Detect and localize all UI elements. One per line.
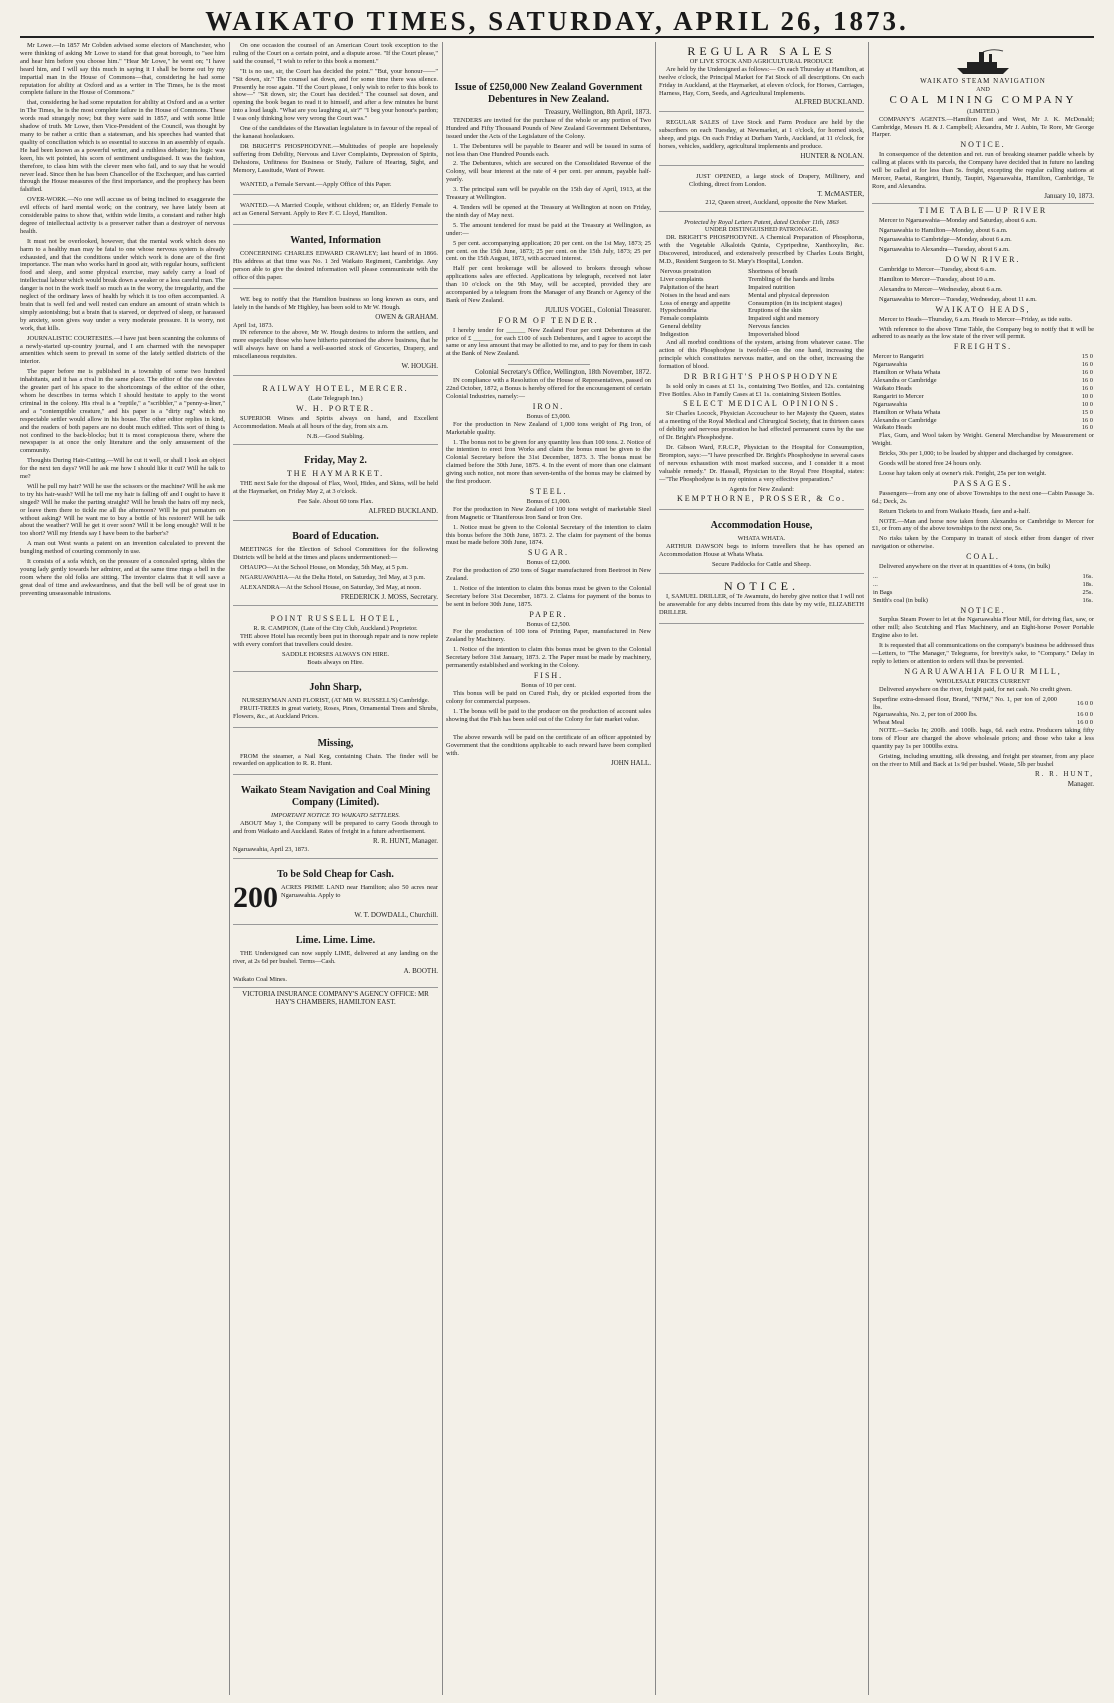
article-hair-cutting: Thoughts During Hair-Cutting.—Will he cut it well, or shall I look an object for the next ten days? Will he ask me how I should like it cut? Will he talk to me?: [20, 457, 225, 481]
bonus-fish: FISH.: [533, 671, 564, 680]
company-limited: (LIMITED.): [966, 107, 1000, 115]
ad-haymarket: Friday, May 2. THE HAYMARKET. THE next Sale for the disposal of Flax, Wool, Hides, and Skins, will be held at the Haymarket, on Friday May 2, at 3 o'clock. Fee Sale. About 60 tons Flax. ALFRED BUCKLAND.: [233, 448, 438, 521]
freight-rate: 16 0: [1081, 377, 1093, 384]
symptom-cell: Palpitation of the heart: [660, 283, 719, 291]
freight-row: [872, 369, 1094, 377]
masthead: [20, 6, 1094, 38]
freights-table: [872, 353, 1094, 432]
column-3: Issue of £250,000 New Zealand Government Debentures in New Zealand. Treasury, Wellington, 8th April, 1873. TENDERS are invited for the purchase of the whole or any portion of Two Hundred and Fifty Thousand Pounds of New Zealand Government Debentures, issued under the Acts of the Legislature of the Colony. 1. The Debentures will be payable to Bearer and will be issued in sums of not less than One Hundred Pounds each. 2. The Debentures, which are secured on the Consolidated Revenue of the Colony, will bear interest at the rate of 4 per cent. per annum, payable half-yearly. 3. The principal sum will be payable on the 15th day of April, 1913, at the Treasury at Wellington. 4. Tenders will be opened at the Treasury at Wellington at noon on Friday, the ninth day of May next. 5. The amount tendered for must be paid at the Treasury at Wellington, as under:— 5 per cent. accompanying application; 20 per cent. on the 1st May, 1873; 25 per cent. on the 15th June, 1873; 25 per cent. on the 15th July, 1873; 25 per cent. on the 15th August, 1873, with accrued interest. Half per cent brokerage will be allowed to brokers through whose applications sales are effected. Applications by telegraph, received not later than 10 o'clock on the 9th May, will be accepted, provided they are accompanied by a telegram from the Manager of any Branch or Agency of the Bank of New Zealand. JULIUS VOGEL, Colonial Treasurer. FORM OF TENDER. I hereby tender for ______ New Zealand Four per cent Debentures at the price of £ ______ for each £100 of such Debentures, and I agree to accept the same or any less amount that may be allotted to me, and to pay for them in cash at the Bank of New Zealand. Colonial Secretary's Office, Wellington, 18th November, 1872. IN compliance with a Resolution of the House of Representatives, passed on 22nd October, 1872, a Bonus is hereby offered for the encouragement of certain Colonial Industries, namely:— IRON. Bonus of £3,000. For the production in New Zealand of 1,000 tons weight of Pig Iron, of Marketable quality. 1. The bonus not to be given for any quantity less than 100 tons. 2. Notice of the intention to erect Iron Works and claim the bonus must be given to the Colonial Secretary before the 31st December, 1873. 3. The bonus must be claimed before the 30th June, 1875. 4. In the event of more than one claimant giving such notice, not more than seven-tenths of the bonus may be claimed by the first producer. STEEL. Bonus of £1,000. For the production in New Zealand of 100 tons weight of marketable Steel from Magnetic or Titaniferous Iron Sand or Iron Ore. 1. Notice must be given to the Colonial Secretary of the intention to claim this bonus before the 30th June, 1873. 2. The claim for payment of the bonus must be made before 30th June, 1874. SUGAR. Bonus of £2,000. For the production of 250 tons of Sugar manufactured from Beetroot in New Zealand. 1. Notice of the intention to claim this bonus must be given to the Colonial Secretary before 31st December, 1873. 2. Claims for payment of the bonus to be sent in before 30th June, 1875. PAPER. Bonus of £2,500. For the production of 100 tons of Printing Paper, manufactured in New Zealand by Machinery. 1. Notice of the intention to claim this bonus must be given to the Colonial Secretary before 31st January, 1873. 2. The Paper must be made by machinery, permanently established and working in the Colony. FISH. Bonus of 10 per cent. This bonus will be paid on Cured Fish, dry or pickled exported from the colony for commercial purposes. 1. The bonus will be paid to the producer on the production of account sales showing that the Fish has been sold out of the Colony for fair market value. The above rewards will be paid on the certificate of an officer appointed by Government that the conditions applicable to each reward have been complied with. JOHN HALL.: [446, 82, 651, 768]
freights-heading: FREIGHTS.: [953, 342, 1013, 352]
risk-note: No risks taken by the Company in transit of stock either from danger of river navigation or otherwise.: [872, 535, 1094, 551]
notice-2-body: Surplus Steam Power to let at the Ngaruawahia Flour Mill, for driving flax, saw, or other mill; also Scutching and Flax Machinery, and an Eight-horse Power Portable Engine also to let.: [872, 616, 1094, 640]
freight-route: Ngaruawahia: [873, 400, 908, 408]
notice-heading: NOTICE.: [960, 140, 1006, 150]
timetable-entry: Mercer to Ngaruawahia—Monday and Saturday, about 6 a.m.: [879, 216, 1037, 224]
column-rule: [655, 42, 656, 1695]
ad-land-sale: To be Sold Cheap for Cash. 200 ACRES PRIME LAND near Hamilton; also 50 acres near Ngaruawahia. Apply to W. T. DOWDALL, Churchill.: [233, 862, 438, 925]
flour-price: 16 0 0: [1077, 711, 1093, 719]
freight-route: Waikato Heads: [873, 424, 912, 432]
flour-price-table: [872, 696, 1094, 728]
symptom-cell: Indigestion: [660, 331, 689, 339]
waikato-heads-heading: WAIKATO HEADS,: [935, 304, 1031, 314]
symptom-table: [659, 268, 864, 339]
article-hair-cutting-cont: Will he pull my hair? Will he use the scissors or the machine? Will he ask me to try his hair-wash? Will he tell me my hair is falling off and I ought to have it singed? Will he make the parting straight? Will he brush the hairs off my neck, or leave them there to tickle me all the afternoon? Will he put pomatum on without asking? Will he want me to buy a bottle of his restorer? Will he talk about the weather? Will he get it over soon? Will it be long enough? Will it be too short? Will my friends say I have been to the barber's?: [20, 482, 225, 538]
article-journalistic-cont: The paper before me is published in a township of some two hundred inhabitants, and it has a rival in the same place. The editor of the one devotes the greater part of his space to the shortcomings of the editor of the other, whom he describes in terms which I should hesitate to apply to the worst criminal in the colony. His rival is a "reptile," a "scribbler," a "penny-a-liner," and a "contemptible creature," and his paper is a "dirty rag" which no respectable settler would allow in his house. The other editor replies in kind, and the readers of both papers are no doubt much edified. This sort of thing is not confined to the back-blocks; but it is most conspicuous there, where the newspaper is at once the only literature and the only amusement of the community.: [20, 368, 225, 455]
article-court: On one occasion the counsel of an American Court took exception to the ruling of the Court on a certain point, and a dispute arose. "If the Court please," said the counsel, "I wish to refer to this book a moment.": [233, 42, 438, 65]
timetable-entry: Ngaruawahia to Mercer—Tuesday, Wednesday, about 11 a.m.: [879, 295, 1037, 303]
timetable-entry: Ngaruawahia to Cambridge—Monday, about 6 a.m.: [879, 236, 1012, 244]
symptom-cell: Impaired nutrition: [748, 283, 795, 291]
bonus-paper: PAPER.: [529, 609, 568, 619]
symptom-cell: Noises in the head and ears: [660, 291, 730, 299]
symptom-cell: Impaired sight and memory: [748, 315, 819, 323]
freight-rate: 16 0: [1081, 369, 1093, 377]
article-mr-lowe-cont: that, considering he had some reputation for ability at Oxford and as a writer in The Times, he is the most complete failure in the House of Commons. These words read strangely now; but they were said in 1857, and with some little shadow of truth. Mr Lowe, then Vice-President of the Council, was thought by many to be rather a critic than a statesman, and his speeches had wanted that quality of conciliation which is so essential to success in an assembly of equals. He had been known as a powerful writer, and a ruthless debater; his logic was keen, his wit pointed, his scorn of sentiment undisguised. It was the fashion, therefore, to class him with the clever men who fail, and to say that he would never lead. Since then he has been Chancellor of the Exchequer, and has carried through the House measures of the first importance, and the prophecy has been falsified.: [20, 99, 225, 194]
freights-note: Flax, Gum, and Wool taken by Weight. General Merchandise by Measurement or Weight.: [872, 432, 1094, 448]
notice-date: January 10, 1873.: [1044, 191, 1094, 200]
symptom-row: [659, 323, 864, 331]
coal-body: Delivered anywhere on the river at in quantities of 4 tons, (in bulk): [879, 563, 1051, 571]
ad-heading: Wanted, Information: [290, 235, 381, 247]
coal-table: [872, 573, 1094, 605]
column-2: [233, 42, 438, 1695]
timetable-entry: Alexandra to Mercer—Wednesday, about 6 a.m.: [879, 285, 1003, 293]
freight-row: [872, 377, 1094, 385]
symptom-cell: Nervous fancies: [748, 323, 790, 331]
timetable-entry: Hamilton to Mercer—Tuesday, about 10 a.m.: [879, 276, 996, 284]
bonus-steel: STEEL.: [529, 486, 568, 496]
timetable-entry: Ngaruawahia to Hamilton—Monday, about 6 a.m.: [879, 226, 1008, 234]
notice-3-body: It is requested that all communications on the company's business be addressed thus—Letters, to "The Manager," Telegrams, for brevity's sake, to "Company." Delay in reply to letters or attention to orders will thus be prevented.: [872, 642, 1094, 665]
ad-notice-driller: NOTICE. I, SAMUEL DRILLER, of Te Awamutu, do hereby give notice that I will not be answerable for any debts incurred from this date by my wife, ELIZABETH DRILLER.: [659, 577, 864, 624]
freight-rate: 16 0: [1081, 424, 1093, 432]
company-name-2: COAL MINING COMPANY: [889, 93, 1077, 106]
freight-route: Hamilton or Whata Whata: [873, 408, 941, 416]
symptom-row: [659, 331, 864, 339]
ad-board-of-education: Board of Education. MEETINGS for the Election of School Committees for the following Districts will be held at the times and places undermentioned:— OHAUPO—At the School House, on Monday, 5th May, at 5 p.m. NGARUAWAHIA—At the Delta Hotel, on Saturday, 3rd May, at 3 p.m. ALEXANDRA—At the School House, on Saturday, 3rd May, at noon. FREDERICK J. MOSS, Secretary.: [233, 524, 438, 606]
coal-row: [872, 581, 1094, 589]
flour-price: 16 0 0: [1077, 719, 1093, 727]
column-5: [872, 42, 1094, 1695]
ad-wanted-couple: WANTED.—A Married Couple, without children; or, an Elderly Female to act as General Servant. Apply to Rev F. C. Lloyd, Hamilton.: [233, 198, 438, 225]
flour-mill-body: Delivered anywhere on the river, freight paid, for net cash. No credit given.: [879, 685, 1072, 693]
company-and: AND: [976, 85, 990, 93]
ad-phosphodyne: Protected by Royal Letters Patent, dated October 11th, 1863 UNDER DISTINGUISHED PATRONAGE. DR. BRIGHT'S PHOSPHODYNE. A Chemical Preparation of Phosphorus, with the Vegetable Alkaloids Quinia, Cypripedine, Xanthoxylin, &c. Discovered, introduced, and extensively prescribed by Charles Louis Bright, M.D., Resident Surgeon to St. Mary's Hospital, London. Nervous prostration Shortness of breath Liver complaints Trembling of the hands and limbs Palpitation of the heart Impaired nutrition Noises in the head and ears Mental and physical depression Loss of energy and appetite Consumption (in its incipient stages) Hypochondria Eruptions of the skin Female complaints Impaired sight and memory General debility Nervous fancies Indigestion Impoverished blood And all morbid conditions of the system, arising from whatever cause. The action of this Phosphodyne is twofold—on the one hand, increasing the principle which constitutes nervous matter, and on the other, increasing the formation of blood. DR BRIGHT'S PHOSPHODYNE Is sold only in cases at £1 1s., containing Two Bottles, and 12s. containing Five Bottles. Also in Family Cases at £1 1s. containing Sixteen Bottles. SELECT MEDICAL OPINIONS. Sir Charles Locock, Physician Accoucheur to her Majesty the Queen, states at a meeting of the Royal Medical and Chirurgical Society, that in thirteen cases of debility and nervous prostration he had effected permanent cures by the use of Dr. Bright's Phosphodyne. Dr. Gibson Ward, F.R.C.P., Physician to the Hospital for Consumption, Brompton, says:—"I have prescribed Dr. Bright's Phosphodyne in several cases of nervous exhaustion with most marked success, and I consider it a most valuable remedy." Dr. Hassall, Physician to the Royal Free Hospital, states:—"The Phosphodyne is in my opinion a very effective preparation." Agents for New Zealand: KEMPTHORNE, PROSSER, & Co.: [659, 215, 864, 511]
freight-rate: 10 0: [1081, 400, 1093, 408]
symptom-cell: Loss of energy and appetite: [660, 299, 731, 307]
symptom-cell: Trembling of the hands and limbs: [748, 275, 835, 283]
company-name: WAIKATO STEAM NAVIGATION: [920, 77, 1046, 85]
freight-route: Alexandra or Cambridge: [873, 377, 937, 384]
freight-row: [872, 385, 1094, 393]
steamship-icon: [953, 48, 1013, 76]
freight-row: [872, 401, 1094, 409]
freight-rate: 10 0: [1081, 392, 1093, 400]
ad-point-russell-hotel: POINT RUSSELL HOTEL, R. R. CAMPION, (Late of the City Club, Auckland.) Proprietor. THE above Hotel has recently been put in thorough repair and is now replete with every comfort that travellers could desire. SADDLE HORSES ALWAYS ON HIRE. Boats always on Hire.: [233, 609, 438, 671]
timetable-entry: Cambridge to Mercer—Tuesday, about 6 a.m.: [879, 266, 997, 274]
flour-row: [872, 719, 1094, 727]
horse-note: NOTE.—Man and horse now taken from Alexandra or Cambridge to Mercer for £1, or from any of the above townships to the next one, 5s.: [872, 517, 1094, 533]
symptom-cell: Shortness of breath: [748, 267, 798, 275]
newspaper-title: WAIKATO TIMES, SATURDAY, APRIL 26, 1873.: [205, 6, 909, 36]
symptom-row: [659, 284, 864, 292]
timetable-up-heading: TIME TABLE—UP RIVER: [872, 203, 1094, 215]
freight-route: Alexandra or Cambridge: [873, 416, 937, 424]
flour-row: [872, 696, 1094, 712]
coal-item: ...: [873, 580, 878, 588]
ad-wanted-servant: WANTED, a Female Servant.—Apply Office of this Paper.: [233, 177, 438, 196]
article-journalistic: JOURNALISTIC COURTESIES.—I have just been scanning the columns of a newly-started up-country journal, and I am charmed with the newspaper amenities which seem to prevail in some of the lately settled districts of the interior.: [20, 334, 225, 366]
freight-row: [872, 361, 1094, 369]
flour-item: Ngaruawahia, No. 2, per ton of 2000 lbs.: [873, 711, 978, 719]
ad-victoria-insurance: VICTORIA INSURANCE COMPANY'S AGENCY OFFICE: MR HAY'S CHAMBERS, HAMILTON EAST.: [242, 990, 429, 1007]
symptom-cell: Consumption (in its incipient stages): [748, 299, 843, 307]
freight-route: Hamilton or Whata Whata: [873, 369, 941, 377]
timetable-entry: Ngaruawahia to Alexandra—Tuesday, about 6 a.m.: [879, 246, 1010, 254]
ad-john-sharp: John Sharp, NURSERYMAN AND FLORIST, (AT MR W. RUSSELL'S) Cambridge. FRUIT-TREES in great variety, Roses, Pines, Ornamental Trees and Shrubs, Flowers, &c., at Auckland Prices.: [233, 675, 438, 728]
freight-row: [872, 409, 1094, 417]
coal-price: 25s.: [1082, 588, 1093, 596]
coal-heading: COAL.: [966, 552, 1000, 562]
gristing-note: Gristing, including smutting, silk dressing, and freight per steamer, from any place on the river to Mill and Back at 1s 9d per bushel. Waste, 5lb per bushel: [872, 752, 1094, 768]
column-rule: [442, 42, 443, 1695]
flour-row: [872, 711, 1094, 719]
coal-row: [872, 573, 1094, 581]
flour-mill-note: NOTE.—Sacks In; 200lb. and 100lb. bags, 6d. each extra. Producers taking fifty tons of Flour are charged the above wholesale prices; and those who take a less quantity pay 1s per 1000lbs extra.: [872, 727, 1094, 751]
freight-row: [872, 393, 1094, 401]
heads-schedule: Mercer to Heads—Thursday, 6 a.m. Heads to Mercer—Friday, as tide suits.: [879, 315, 1073, 323]
freight-route: Rangariri to Mercer: [873, 392, 924, 400]
goods-note: Goods will be stored free 24 hours only.: [879, 460, 982, 468]
manager-title: Manager.: [1067, 779, 1094, 788]
coal-item: Smith's coal (in bulk): [873, 596, 928, 604]
article-over-work: OVER-WORK.—No one will accuse us of being inclined to exaggerate the evil effects of hard mental work; on the contrary, we have lately been at considerable pains to show that, within wide limits, a constant and rather high degree of intellectual activity is a preserver rather than a destroyer of nervous health.: [20, 196, 225, 235]
ad-just-opened: JUST OPENED, a large stock of Drapery, Millinery, and Clothing, direct from London. T. McMASTER, 212, Queen street, Auckland, opposite the New Market.: [659, 169, 864, 212]
ad-regular-sales: REGULAR SALES OF LIVE STOCK AND AGRICULTURAL PRODUCE Are held by the Undersigned as follows:— On each Thursday at Hamilton, at twelve o'clock, the Principal Market for Fat Stock of all descriptions. On each Friday in Auckland, at the Haymarket, at eleven o'clock, for Horses, Carriages, Harness, Hay, Corn, Seeds, and Agricultural Implements. ALFRED BUCKLAND.: [659, 42, 864, 112]
freight-row: [872, 417, 1094, 425]
article-patent-cont: It consists of a sofa which, on the pressure of a concealed spring, slides the young lady gently towards her admirer, and at the same time rings a bell in the room where the old folks are sitting. The inventor claims that it will save a great deal of time and awkwardness, and that the bell will be of great use in preventing unseasonable intrusions.: [20, 558, 225, 597]
coal-price: 16s.: [1082, 596, 1093, 604]
coal-price: 16s.: [1082, 572, 1093, 580]
ad-lime: Lime. Lime. Lime. THE Undersigned can now supply LIME, delivered at any landing on the river, at 2s 6d per bushel. Terms—Cash. A. BOOTH. Waikato Coal Mines.: [233, 928, 438, 989]
ad-missing: Missing, FROM the steamer, a Nail Keg, containing Chain. The finder will be rewarded on application to R. R. Hunt.: [233, 731, 438, 776]
acreage-number: 200: [233, 880, 278, 914]
symptom-cell: Hypochondria: [660, 307, 697, 315]
symptom-cell: Female complaints: [660, 315, 709, 323]
freight-route: Waikato Heads: [873, 384, 912, 392]
column-4: [659, 42, 864, 1695]
article-hawaiian: One of the candidates of the Hawaiian legislature is in favour of the repeal of the kanaeai hoolaukaeo.: [233, 125, 438, 140]
freight-rate: 16 0: [1081, 361, 1093, 369]
flour-price: 16 0 0: [1077, 699, 1093, 707]
coal-price: 18s.: [1082, 580, 1093, 588]
flour-mill-heading: NGARUAWAHIA FLOUR MILL,: [904, 666, 1062, 676]
coal-item: in Bags: [873, 588, 893, 596]
symptom-cell: Eruptions of the skin: [748, 307, 802, 315]
notice-body: In consequence of the detention and ret. run of breaking steamer paddle wheels by calling at places with its parcels, the Company have decided that in future no landing will be called at for less than 5s. freight, excepting the regular calling stations at Mercer, Paetai, Rangiriri, Huntly, Taupiri, Ngaruawahia, Hamilton, Cambridge, Te Rore, and Alexandra.: [872, 151, 1094, 190]
company-agents: COMPANY'S AGENTS.—Hamilton East and West, Mr J. K. McDonald; Cambridge, Messrs H. & J. Campbell; Alexandra, Mr J. Aubin, Te Rore, Mr George Harper.: [872, 115, 1094, 139]
ad-railway-hotel: RAILWAY HOTEL, MERCER. (Late Telegraph Inn.) W. H. PORTER. SUPERIOR Wines and Spirits always on hand, and Excellent Accommodation. Meals at all hours of the day, from six a.m. N.B.—Good Stabling.: [233, 379, 438, 445]
bonus-iron: IRON.: [532, 401, 565, 411]
column-rule: [868, 42, 869, 1695]
bricks-note: Bricks, 30s per 1,000; to be loaded by shipper and discharged by consignee.: [879, 450, 1074, 458]
symptom-row: [659, 300, 864, 308]
return-tickets: Return Tickets to and from Waikato Heads, fare and a-half.: [879, 507, 1031, 515]
symptom-cell: Impoverished blood: [748, 331, 800, 339]
freight-rate: 16 0: [1081, 416, 1093, 424]
symptom-row: [659, 315, 864, 323]
ad-accommodation-house: Accommodation House, WHATA WHATA. ARTHUR DAWSON begs to inform travellers that he has opened an Accommodation House at Whata Whata. Secure Paddocks for Cattle and Sheep.: [659, 513, 864, 574]
coal-row: [872, 597, 1094, 605]
symptom-cell: Mental and physical depression: [748, 291, 829, 299]
manager-signature: R. R. HUNT,: [1034, 769, 1094, 778]
coal-row: [872, 589, 1094, 597]
flour-item: Wheat Meal: [873, 719, 905, 727]
ad-owen-graham: WE beg to notify that the Hamilton business so long known as ours, and lately in the hands of Mr Highley, has been sold to Mr W. Hough. OWEN & GRAHAM. April 1st, 1873. IN reference to the above, Mr W. Hough desires to inform the settlers, and more especially those who have hitherto patronised the above business, that he will always have on hand a well-assorted stock of Groceries, Drapery, and miscellaneous requisites. W. HOUGH.: [233, 292, 438, 376]
heads-note: With reference to the above Time Table, the Company beg to notify that it will be adhered to as nearly as the low state of the river will permit.: [872, 325, 1094, 341]
ad-wanted-information: Wanted, Information CONCERNING CHARLES EDWARD CRAWLEY; last heard of in 1866. His address at that time was No. 1 3rd Waikato Regiment, Cambridge. Any person able to give the desired information will please communicate with the office of this paper.: [233, 228, 438, 289]
ad-hunter-nolan: REGULAR SALES of Live Stock and Farm Produce are held by the subscribers on each Tuesday, at Newmarket, at 1 o'clock, for horned stock, sheep, and pigs. On each Friday at Durham Yards, Auckland, at 11 o'clock, for horses, vehicles, saddlery, agricultural implements and produce. HUNTER & NOLAN.: [659, 115, 864, 166]
freight-rate: 15 0: [1081, 353, 1093, 361]
article-court-cont: "It is no use, sir, the Court has decided the point." "But, your honour——" "Sit down, sir." The counsel sat down, and for some time there was silence. Presently he rose again. "If the Court please, I only wish to refer to this book to show—" "Sit down, sir; the Court has decided." The counsel sat down, and opening the book began to read it to himself, and after a few minutes he burst into a loud laugh. "What are you laughing at, sir?" "I beg your honour's pardon; I was only thinking how very wrong the Court was.": [233, 67, 438, 123]
symptom-row: [659, 276, 864, 284]
symptom-cell: General debility: [660, 323, 702, 331]
passages-heading: PASSAGES.: [953, 478, 1013, 488]
article-over-work-cont: It must not be overlooked, however, that the mental work which does no harm to a healthy man may be fatal to one whose nervous system is already exhausted, and that the conditions under which work is done are of the first importance. The man who works hard in good air, with regular hours, sufficient food and sleep, and some physical exercise, may safely carry a load of intellectual labour which would break down a weaker or a less careful man. The danger is not in the work itself so much as in the worry, the irregularity, and the neglect of the ordinary laws of health by which it is too often accompanied. A brain that is well fed and well rested can endure an amount of strain which is simply astonishing; but a brain that is starved, or deprived of sleep, or harassed by anxiety, soon gives way under a very moderate pressure. It is worry, not work, that kills.: [20, 237, 225, 332]
article-mr-lowe: Mr Lowe.—In 1857 Mr Cobden advised some electors of Manchester, who were thinking of asking Mr Lowe to stand for that great borough, to "see him and hear him before you choose him." "Hear Mr Lowe," he went on; "I have heard him, and I will say this much in saying it I shall be borne out by my impartial man in the House of Commons—that, considering he had some reputation for ability at Oxford and as a writer in The Times, he is the most complete failure in the House of Commons.": [20, 42, 225, 97]
freight-rate: 15 0: [1081, 408, 1093, 416]
notice-2-heading: NOTICE.: [960, 605, 1006, 615]
symptom-cell: Nervous prostration: [660, 267, 711, 275]
freight-rate: 16 0: [1081, 384, 1093, 392]
symptom-cell: Liver complaints: [660, 275, 704, 283]
article-phosphodyne: DR BRIGHT'S PHOSPHODYNE.—Multitudes of people are hopelessly suffering from Debility, Nervous and Liver Complaints, Depression of Spirits, Delusions, Unfitness for Business or Study, Failure of Hearing, Sight, and Memory, Lassitude, Want of Power.: [233, 142, 438, 174]
timetable-down-heading: DOWN RIVER.: [945, 255, 1021, 265]
freight-route: Mercer to Rangariri: [873, 353, 924, 361]
flour-mill-sub: WHOLESALE PRICES CURRENT: [936, 677, 1030, 685]
bonus-sugar: SUGAR.: [527, 548, 570, 558]
symptom-row: [659, 292, 864, 300]
coal-item: ...: [873, 572, 878, 580]
passages-body: Passengers—from any one of above Townships to the next one—Cabin Passage 3s. 6d.; Deck, 2s.: [872, 489, 1094, 505]
issue-heading: Issue of £250,000 New Zealand Government Debentures in New Zealand.: [454, 82, 643, 105]
column-rule: [229, 42, 230, 1695]
ad-waikato-steam: Waikato Steam Navigation and Coal Mining Company (Limited). IMPORTANT NOTICE TO WAIKATO SETTLERS. ABOUT May 1, the Company will be prepared to carry Goods through to and from Waikato and Auckland. Rates of freight in a future advertisement. R. R. HUNT, Manager. Ngaruawahia, April 23, 1873.: [233, 778, 438, 859]
loose-hay-note: Loose hay taken only at owner's risk. Freight, 25s per ton weight.: [879, 469, 1047, 477]
freight-row: [872, 353, 1094, 361]
freight-row: [872, 424, 1094, 432]
flour-item: Superfine extra-dressed flour, Brand, "NFM," No. 1, per ton of 2,000 lbs.: [873, 695, 1057, 711]
column-1: [20, 42, 225, 1695]
freight-route: Ngaruawahia: [873, 361, 908, 369]
symptom-row: [659, 268, 864, 276]
symptom-row: [659, 307, 864, 315]
article-patent: A man out West wants a patent on an invention calculated to prevent the bungling method of courting commonly in use.: [20, 540, 225, 556]
